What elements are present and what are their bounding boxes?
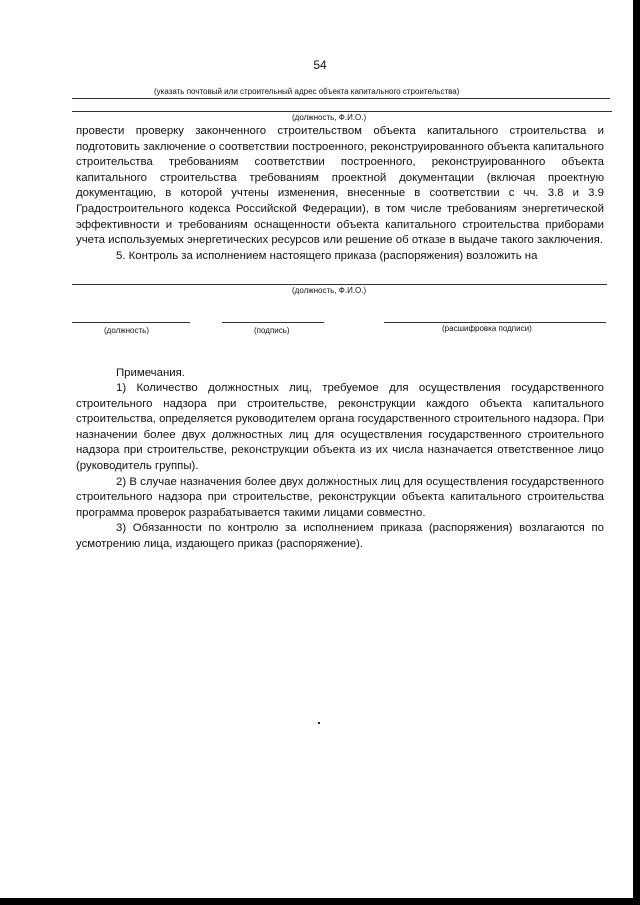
note-item-1: 1) Количество должностных лиц, требуемое для осуществления государственного строительного надзора при строительстве, реконструкции каждого объекта капитального строительства, определяется руководителем органа государственного строительного надзора. При назначении более двух должностных лиц для осуществления государственного строительного надзора при строительстве, реконструкции объекта из их числа назначается ответственное лицо (руководитель группы). bbox=[76, 382, 604, 472]
caption-address: (указать почтовый или строительный адрес объекта капитального строительства) bbox=[154, 87, 460, 96]
note-item-2: 2) В случае назначения более двух должностных лиц для осуществления государственного строительного надзора при строительстве, реконструкции объекта капитального строительства программа проверок разрабатывается такими лицами совместно. bbox=[76, 475, 604, 519]
address-line bbox=[72, 98, 610, 99]
page-number: 54 bbox=[313, 58, 327, 72]
scan-border-bottom bbox=[0, 898, 640, 905]
notes-list bbox=[76, 381, 604, 553]
position-fio-line-1 bbox=[72, 111, 612, 112]
scan-border-right bbox=[633, 0, 640, 905]
note-item-3: 3) Обязанности по контролю за исполнением приказа (распоряжения) возлагаются по усмотрению лица, издающего приказ (распоряжение). bbox=[76, 522, 604, 550]
paragraph-5: 5. Контроль за исполнением настоящего приказа (распоряжения) возложить на bbox=[116, 249, 538, 262]
caption-position: (должность) bbox=[104, 326, 149, 335]
signature-sign-line bbox=[222, 322, 324, 323]
scan-speck bbox=[318, 722, 320, 724]
signature-decode-line bbox=[384, 322, 606, 323]
caption-signature: (подпись) bbox=[254, 326, 290, 335]
position-fio-line-2 bbox=[72, 284, 607, 285]
caption-position-fio-1: (должность, Ф.И.О.) bbox=[292, 113, 367, 122]
paragraph-4-continuation bbox=[76, 124, 604, 264]
signature-position-line bbox=[72, 322, 190, 323]
notes-title: Примечания. bbox=[116, 367, 185, 379]
caption-position-fio-2: (должность, Ф.И.О.) bbox=[292, 286, 367, 295]
paragraph-text: провести проверку законченного строительством объекта капитального строительства и подготовить заключение о соответствии построенного, реконструированного объекта капитального строительства требованиям соответствии построенного, реконструированного объекта капитального строительства требованиям проектной документации (включая проектную документацию, в которой учтены изменения, внесенные в соответствии с чч. 3.8 и 3.9 Градостроительного кодекса Российской Федерации), в том числе требованиям энергетической эффективности и требованиям оснащенности объекта капитального строительства приборами учета используемых энергетических ресурсов или решение об отказе в выдаче такого заключения. bbox=[76, 125, 604, 247]
caption-signature-decode: (расшифровка подписи) bbox=[442, 324, 532, 333]
